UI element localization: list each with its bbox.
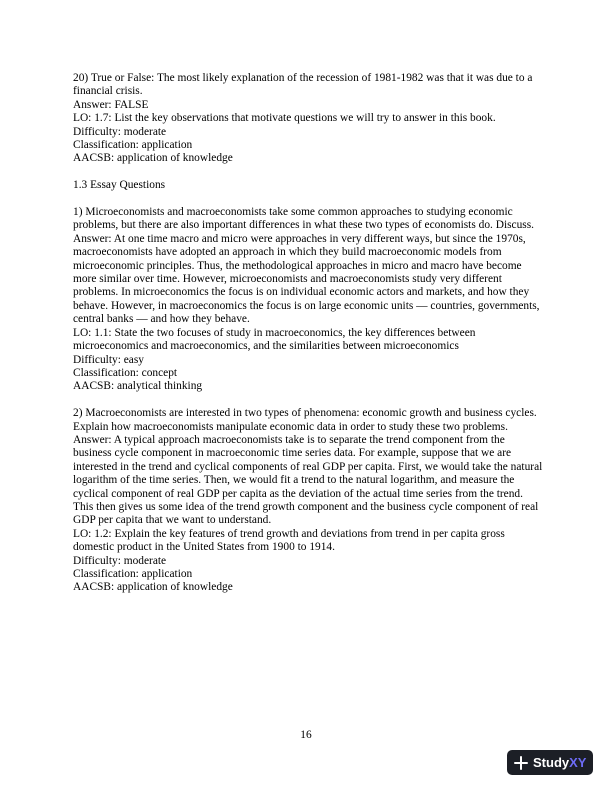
learning-objective: LO: 1.1: State the two focuses of study in macroeconomics, the key differences between microeconomics and macroeconomics, and the similarities between microeconomics <box>73 326 476 353</box>
essay-question-2 <box>73 407 543 595</box>
learning-objective: LO: 1.7: List the key observations that motivate questions we will try to answer in this book. <box>73 112 496 125</box>
question-text: 1) Microeconomists and macroeconomists take some common approaches to studying economic problems, but there are also important differences in what these two types of economists do. Discuss. <box>73 206 535 232</box>
section-heading: 1.3 Essay Questions <box>73 179 166 192</box>
page-number: 16 <box>300 729 312 741</box>
plus-icon <box>514 756 528 770</box>
learning-objective: LO: 1.2: Explain the key features of trend growth and deviations from trend in per capita gross domestic product in the United States from 1900 to 1914. <box>73 527 505 554</box>
document-page <box>73 72 543 595</box>
classification: Classification: application <box>73 567 193 580</box>
classification: Classification: concept <box>73 366 178 379</box>
question-text: 2) Macroeconomists are interested in two types of phenomena: economic growth and business cycles. Explain how macroeconomists manipulate economic data in order to study these two problems. <box>73 407 537 433</box>
studyxy-watermark <box>507 750 593 775</box>
answer-text: Answer: A typical approach macroeconomists take is to separate the trend component from the business cycle component in macroeconomic time series data. For example, suppose that we are interested in the trend and cyclical components of real GDP per capita. First, we would take the natural logarithm of the time series. Then, we would fit a trend to the natural logarithm, and measure the cyclical component of real GDP per capita as the deviation of the actual time series from the trend. This then gives us some idea of the trend growth component and the business cycle component of real GDP per capita that we want to understand. <box>73 433 543 527</box>
classification: Classification: application <box>73 139 193 152</box>
question-text: 20) True or False: The most likely explanation of the recession of 1981-1982 was that it was due to a financial crisis. <box>73 72 533 98</box>
answer-text: Answer: FALSE <box>73 98 149 111</box>
question-20 <box>73 72 543 166</box>
aacsb: AACSB: application of knowledge <box>73 152 233 165</box>
difficulty: Difficulty: easy <box>73 353 144 366</box>
aacsb: AACSB: analytical thinking <box>73 380 203 393</box>
brand-accent: XY <box>569 755 587 770</box>
essay-question-1 <box>73 206 543 394</box>
difficulty: Difficulty: moderate <box>73 125 167 138</box>
brand-main: Study <box>533 755 570 770</box>
answer-text: Answer: At one time macro and micro were approaches in very different ways, but since the 1970s, macroeconomists have adopted an approach in which they build macroeconomic models from microeconomic principles. Thus, the methodological approaches in micro and macro have become more similar over time. However, microeconomists and macroeconomists study very different problems. In microeconomics the focus is on individual economic actors and markets, and how they behave. However, in macroeconomics the focus is on large economic units — countries, governments, central banks — and how they behave. <box>73 232 540 326</box>
difficulty: Difficulty: moderate <box>73 554 167 567</box>
aacsb: AACSB: application of knowledge <box>73 581 233 594</box>
